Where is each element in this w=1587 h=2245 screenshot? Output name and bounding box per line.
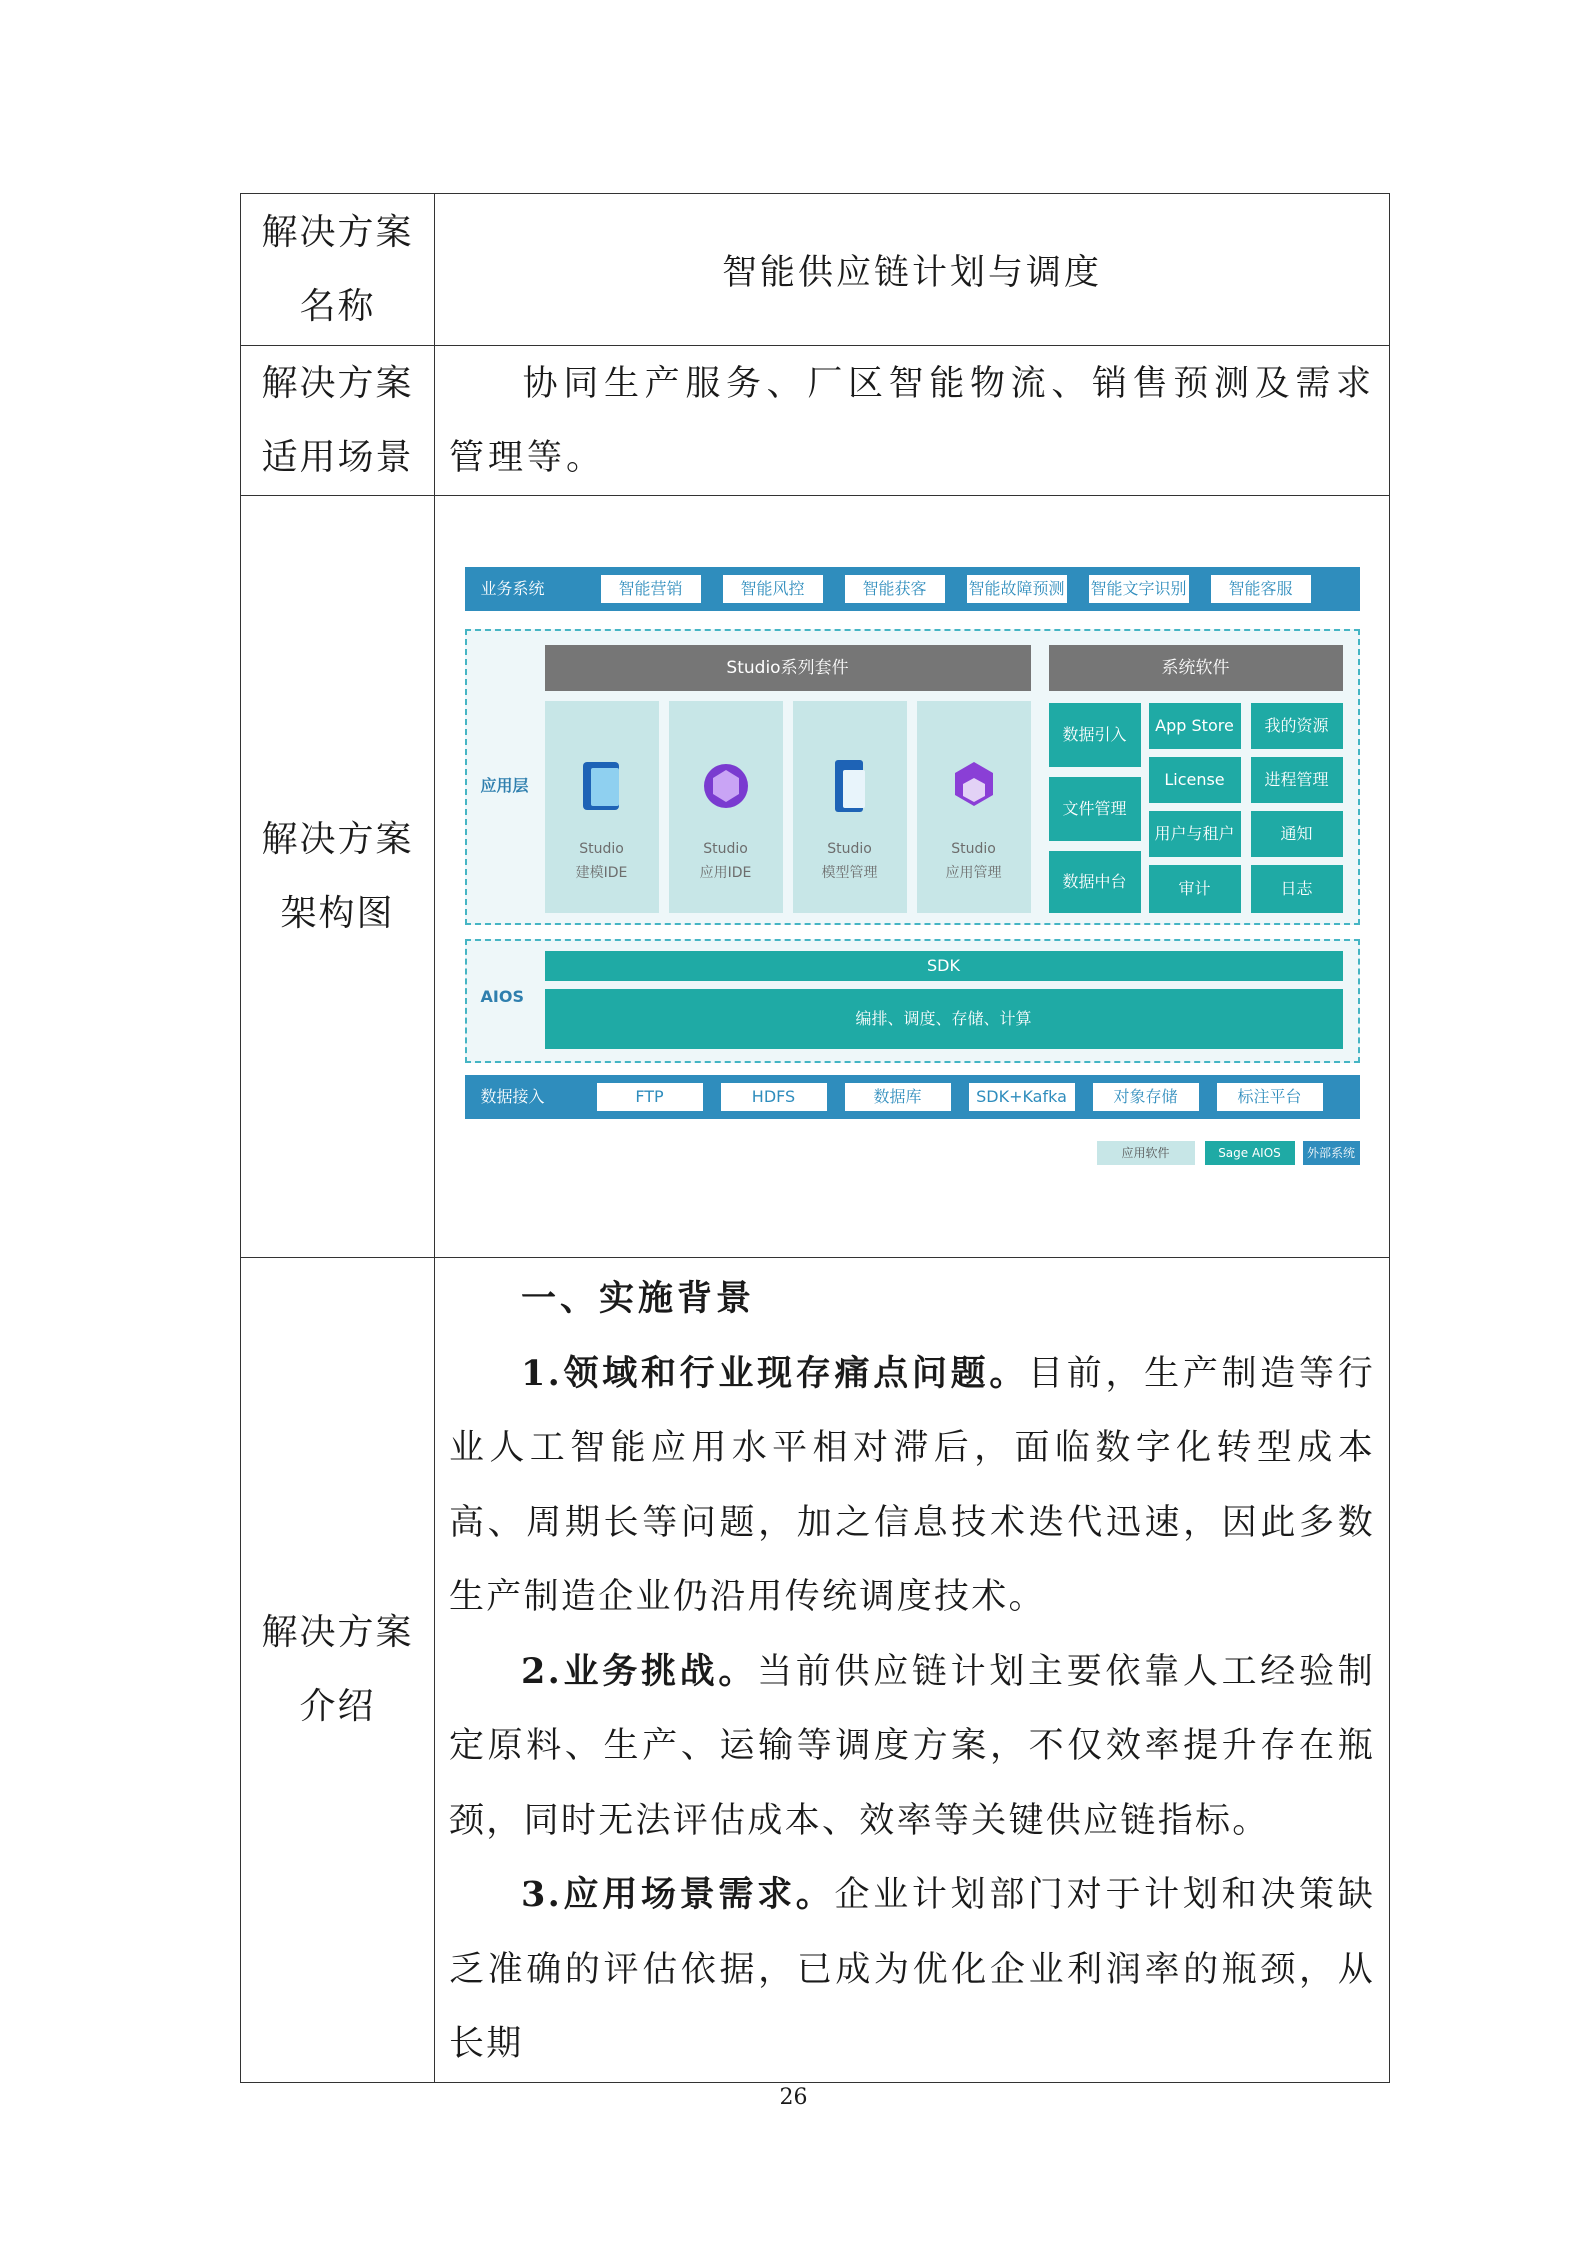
data-ingestion-label: 数据接入 [480,1086,545,1106]
row-introduction [241,1258,1390,2083]
data-chip: 标注平台 [1217,1083,1323,1111]
legend-app-software: 应用软件 [1097,1141,1195,1165]
label-solution-name [241,194,435,346]
biz-chip: 智能获客 [845,575,945,603]
studio-card-line1: Studio [703,840,748,857]
biz-chip: 智能营销 [601,575,701,603]
biz-chip: 智能文字识别 [1089,575,1189,603]
sys-item: 数据引入 [1049,703,1141,767]
label-line: 名称 [299,285,376,327]
studio-card [545,701,659,913]
architecture-diagram [465,567,1360,1187]
label-line: 架构图 [280,892,395,934]
biz-chip: 智能客服 [1211,575,1311,603]
label-line: 适用场景 [261,436,414,478]
page-number: 26 [779,2085,808,2110]
label-line: 解决方案 [261,818,414,860]
label-line: 解决方案 [261,1611,414,1653]
architecture-cell [435,496,1390,1258]
studio-card [669,701,783,913]
label-line: 解决方案 [261,362,414,404]
label-line: 解决方案 [261,211,414,253]
paragraph-lead: 1.领域和行业现存痛点问题。 [521,1352,1029,1394]
label-line: 介绍 [299,1685,376,1727]
business-system-label: 业务系统 [480,578,545,598]
studio-card-line2: 应用管理 [945,864,1002,881]
paragraph-pain-points [449,1337,1375,1635]
paragraph-text: 当前供应链计划主要依靠人工经验制定原料、生产、运输等调度方案，不仅效率提升存在瓶颈，同时无法评估成本、效率等关键供应链指标。 [449,1651,1375,1841]
solution-table [240,193,1390,2083]
section-heading: 一、实施背景 [521,1278,756,1319]
modeling-ide-icon [577,756,627,816]
sys-item: 审计 [1149,865,1241,913]
data-chip: SDK+Kafka [969,1083,1075,1111]
sys-item: 用户与租户 [1149,811,1241,857]
data-chip: HDFS [721,1083,827,1111]
biz-chip: 智能风控 [723,575,823,603]
model-management-icon [825,756,875,816]
app-ide-icon [701,756,751,816]
system-software-header: 系统软件 [1049,645,1343,691]
legend-sage-aios: Sage AIOS [1205,1141,1295,1165]
application-layer-label: 应用层 [480,775,529,795]
paragraph-text: 企业计划部门对于计划和决策缺乏准确的评估依据，已成为优化企业利润率的瓶颈，从长期 [449,1875,1375,2064]
sys-item: 通知 [1251,811,1343,857]
solution-intro [435,1258,1390,2083]
studio-card-line1: Studio [827,840,872,857]
data-chip: 数据库 [845,1083,951,1111]
sys-item: 数据中台 [1049,851,1141,913]
sys-item: 日志 [1251,865,1343,913]
sys-item: License [1149,757,1241,803]
solution-name: 智能供应链计划与调度 [435,194,1390,346]
engine-bar: 编排、调度、存储、计算 [545,989,1343,1049]
row-name [241,194,1390,346]
sys-item: 我的资源 [1251,703,1343,749]
app-management-icon [949,756,999,816]
studio-card-line1: Studio [951,840,996,857]
data-chip: 对象存储 [1093,1083,1199,1111]
sys-item: App Store [1149,703,1241,749]
studio-card [917,701,1031,913]
studio-card-line2: 建模IDE [575,864,628,881]
row-scene [241,346,1390,496]
biz-chip: 智能故障预测 [967,575,1067,603]
paragraph-text: 目前，生产制造等行业人工智能应用水平相对滞后，面临数字化转型成本高、周期长等问题，加之信息技术迭代迅速，因此多数生产制造企业仍沿用传统调度技术。 [449,1353,1375,1617]
legend-external-system: 外部系统 [1303,1141,1360,1165]
studio-card-line1: Studio [579,840,624,857]
studio-card-line2: 应用IDE [699,864,752,881]
paragraph-lead: 2.业务挑战。 [521,1650,758,1692]
sys-item: 文件管理 [1049,777,1141,841]
studio-card [793,701,907,913]
data-chip: FTP [597,1083,703,1111]
sdk-bar: SDK [545,951,1343,981]
sys-item: 进程管理 [1251,757,1343,803]
label-solution-intro [241,1258,435,2083]
row-architecture [241,496,1390,1258]
solution-scene [435,346,1390,496]
aios-label: AIOS [480,986,524,1006]
paragraph-scenario [449,1858,1375,2082]
label-solution-architecture [241,496,435,1258]
studio-card-line2: 模型管理 [821,864,878,881]
paragraph-challenges [449,1635,1375,1859]
paragraph-lead: 3.应用场景需求。 [521,1874,835,1915]
label-solution-scene [241,346,435,496]
studio-suite-header: Studio系列套件 [545,645,1031,691]
scene-text: 协同生产服务、厂区智能物流、销售预测及需求管理等。 [449,363,1375,478]
